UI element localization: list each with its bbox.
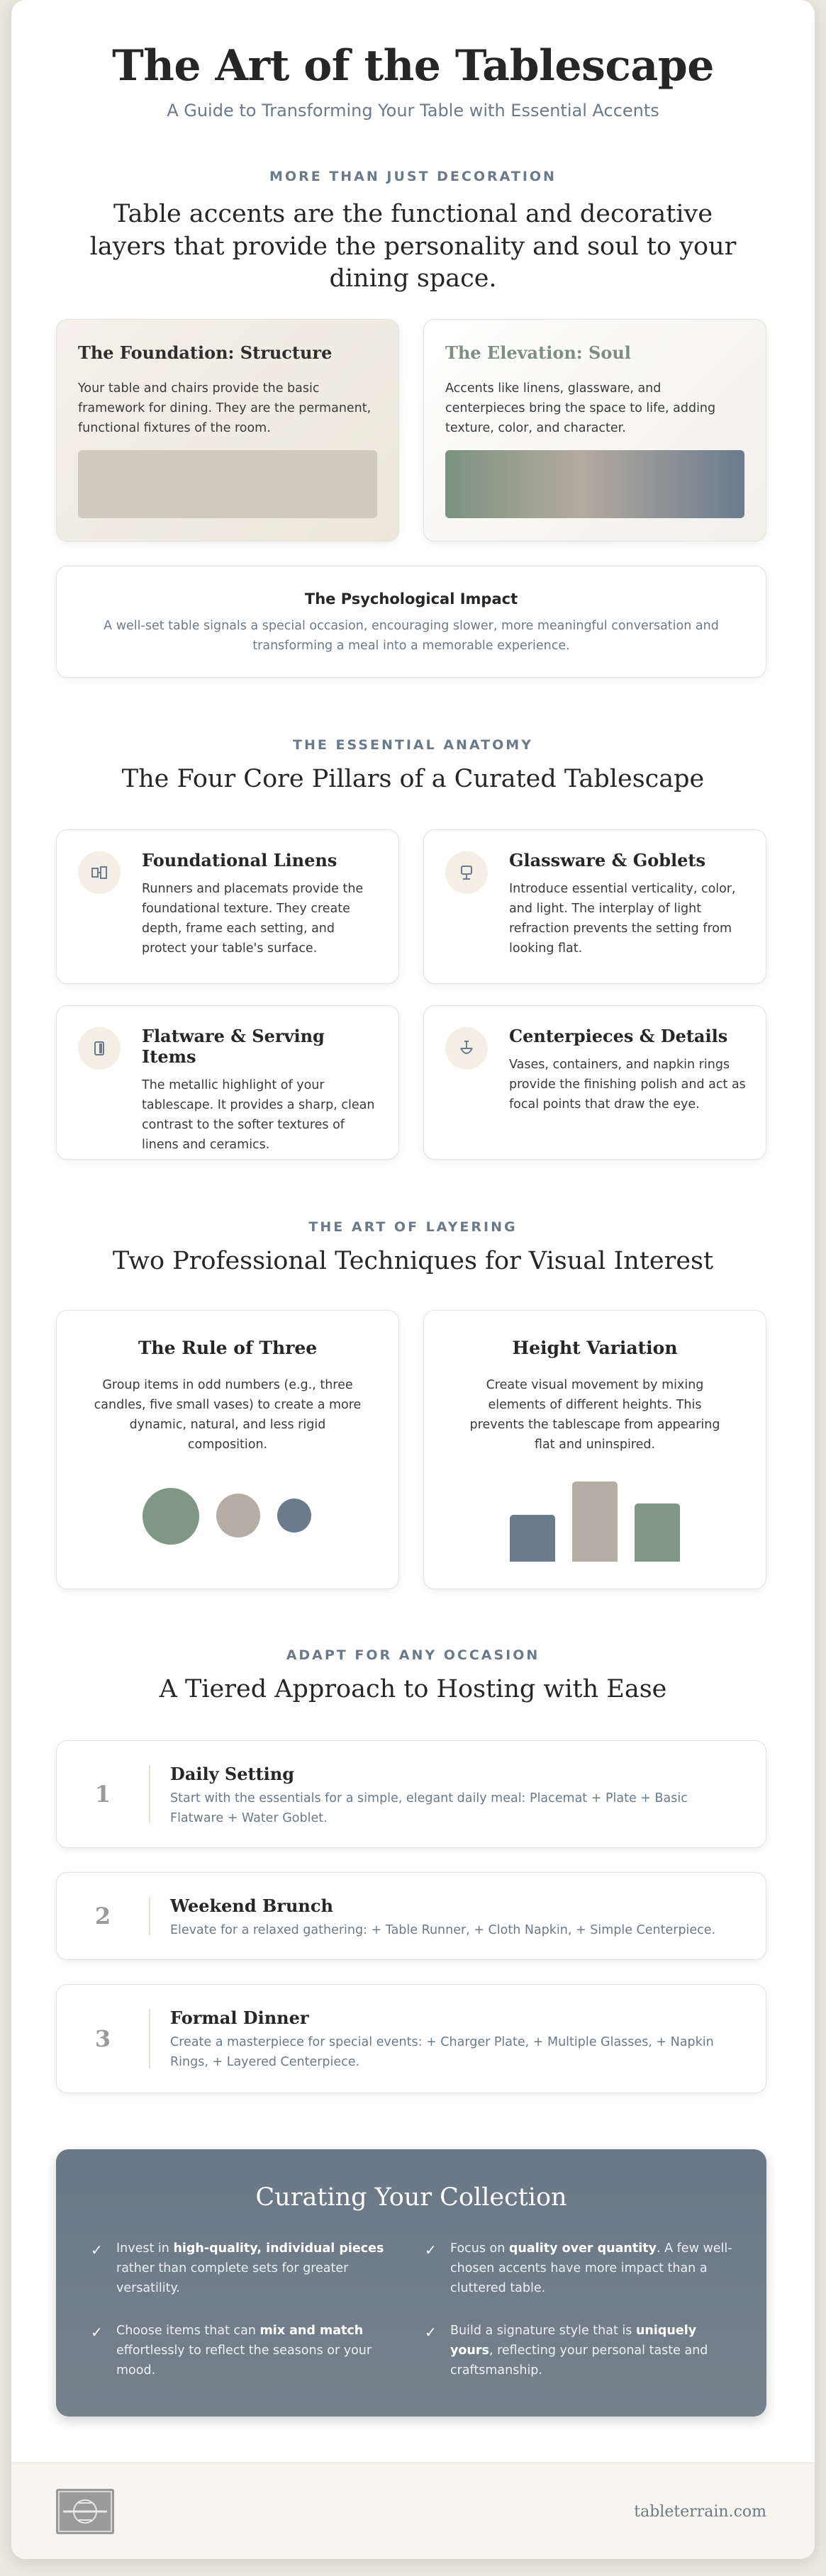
stone-swatch	[78, 450, 377, 518]
technique-title: Height Variation	[512, 1338, 678, 1358]
pillar-flatware	[56, 1005, 399, 1160]
collection-item: ✓ Focus on quality over quantity. A few well-chosen accents have more impact than a cluttered table.	[450, 2239, 741, 2298]
pillar-title: Foundational Linens	[142, 850, 337, 870]
tier-title: Weekend Brunch	[170, 1895, 333, 1916]
gradient-swatch	[445, 450, 744, 518]
check-icon: ✓	[425, 2241, 437, 2258]
check-icon: ✓	[91, 2324, 103, 2341]
tall-bar	[572, 1482, 618, 1562]
foundation-title: The Foundation: Structure	[78, 342, 333, 363]
tier-formal	[56, 1984, 766, 2093]
tier-title: Daily Setting	[170, 1764, 295, 1784]
psychological-impact-text: A well-set table signals a special occasion, encouraging slower, more meaningful conversation and transforming a meal into a memorable experience.	[104, 619, 719, 653]
short-bar	[510, 1515, 555, 1562]
logo[interactable]	[56, 2489, 114, 2534]
intro-lead: Table accents are the functional and decorative layers that provide the personality and soul to your dining space.	[89, 200, 737, 293]
technique-title: The Rule of Three	[138, 1338, 318, 1358]
pillar-glassware	[423, 829, 766, 984]
tier-number: 2	[94, 1903, 111, 1930]
foundation-text: Your table and chairs provide the basic framework for dining. They are the permanent, functional fixtures of the room.	[78, 381, 372, 435]
height-variation-card	[423, 1310, 766, 1589]
large-circle	[143, 1488, 199, 1545]
page-subtitle: A Guide to Transforming Your Table with Essential Accents	[167, 101, 659, 121]
small-circle	[277, 1499, 311, 1533]
pillar-text: The metallic highlight of your tablescape. It provides a sharp, clean contrast to the softer textures of linens and ceramics.	[142, 1078, 375, 1152]
tier-number: 3	[94, 2025, 111, 2052]
collection-title: Curating Your Collection	[255, 2183, 567, 2212]
anatomy-eyebrow: THE ESSENTIAL ANATOMY	[293, 737, 533, 753]
rule-of-three-card	[56, 1310, 399, 1589]
footer-link[interactable]: tableterrain.com	[634, 2503, 766, 2521]
pillar-centerpieces	[423, 1005, 766, 1160]
footer	[11, 2463, 815, 2559]
technique-text: Create visual movement by mixing elements of different heights. This prevents the tablescape from appearing flat and uninspired.	[469, 1378, 720, 1452]
pillar-title: Centerpieces & Details	[509, 1026, 728, 1046]
check-icon: ✓	[425, 2324, 437, 2341]
layering-eyebrow: THE ART OF LAYERING	[308, 1219, 518, 1235]
foundation-card	[56, 319, 399, 542]
curating-collection-panel	[56, 2149, 766, 2417]
tier-brunch	[56, 1872, 766, 1960]
elevation-title: The Elevation: Soul	[445, 342, 631, 363]
anatomy-title: The Four Core Pillars of a Curated Tablescape	[121, 765, 705, 793]
tier-divider	[149, 1897, 150, 1935]
layering-title: Two Professional Techniques for Visual Interest	[112, 1247, 714, 1275]
collection-item: ✓ Build a signature style that is uniquely yours, reflecting your personal taste and craftsmanship.	[450, 2321, 741, 2380]
check-icon: ✓	[91, 2241, 103, 2258]
pillar-text: Runners and placemats provide the foundational texture. They create depth, frame each setting, and protect your table's surface.	[142, 882, 364, 956]
pillar-title: Flatware & Serving Items	[142, 1026, 325, 1067]
flatware-icon	[78, 1027, 121, 1070]
medium-circle	[216, 1494, 260, 1538]
tier-daily	[56, 1740, 766, 1848]
tier-text: Elevate for a relaxed gathering: + Table Runner, + Cloth Napkin, + Simple Centerpiece.	[170, 1923, 716, 1937]
tiers-title: A Tiered Approach to Hosting with Ease	[159, 1675, 667, 1703]
psychological-impact-card	[56, 566, 766, 678]
medium-bar	[635, 1503, 680, 1562]
vase-icon	[445, 1027, 488, 1070]
elevation-card	[423, 319, 766, 542]
elevation-text: Accents like linens, glassware, and centerpieces bring the space to life, adding texture, color, and character.	[445, 381, 716, 435]
psychological-impact-title: The Psychological Impact	[304, 590, 518, 607]
tier-text: Start with the essentials for a simple, elegant daily meal: Placemat + Plate + Basic Flatware + Water Goblet.	[170, 1791, 688, 1825]
intro-eyebrow: MORE THAN JUST DECORATION	[269, 169, 557, 184]
page-title: The Art of the Tablescape	[112, 41, 714, 91]
tier-divider	[149, 1765, 150, 1823]
goblet-icon	[445, 851, 488, 894]
collection-item: ✓ Choose items that can mix and match effortlessly to reflect the seasons or your mood.	[116, 2321, 407, 2380]
page	[11, 0, 815, 2559]
table-runner-icon	[78, 851, 121, 894]
technique-text: Group items in odd numbers (e.g., three candles, five small vases) to create a more dynamic, natural, and less rigid composition.	[94, 1378, 362, 1452]
tiers-eyebrow: ADAPT FOR ANY OCCASION	[286, 1647, 540, 1663]
pillar-linens	[56, 829, 399, 984]
pillar-text: Introduce essential verticality, color, and light. The interplay of light refraction prevents the setting from looking flat.	[509, 882, 736, 956]
tier-number: 1	[94, 1781, 111, 1808]
pillar-title: Glassware & Goblets	[509, 850, 705, 870]
tier-title: Formal Dinner	[170, 2007, 309, 2028]
tier-text: Create a masterpiece for special events: + Charger Plate, + Multiple Glasses, + Napkin Rings, + Layered Centerpiece.	[170, 2035, 714, 2069]
collection-item: ✓ Invest in high-quality, individual pieces rather than complete sets for greater versatility.	[116, 2239, 407, 2298]
pillar-text: Vases, containers, and napkin rings provide the finishing polish and act as focal points that draw the eye.	[509, 1058, 746, 1111]
tier-divider	[149, 2009, 150, 2068]
